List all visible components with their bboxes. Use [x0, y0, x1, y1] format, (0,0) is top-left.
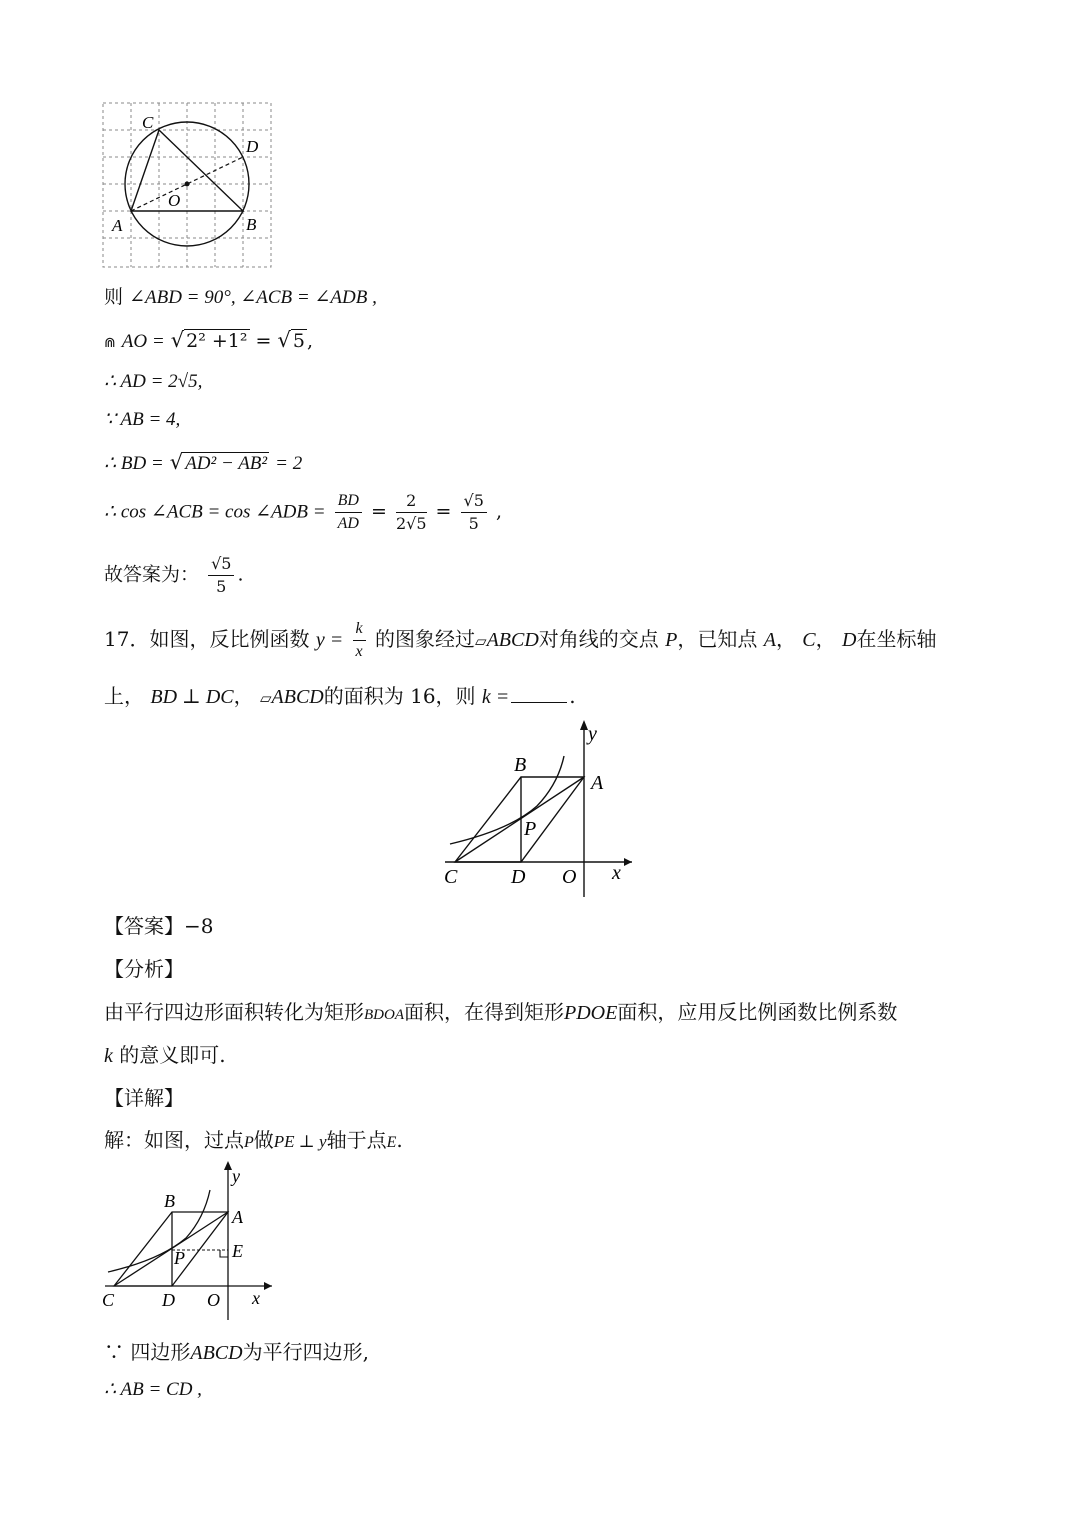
svg-text:D: D — [511, 866, 526, 888]
answer-line: 【答案】−8 — [104, 914, 214, 938]
svg-text:P: P — [524, 818, 537, 840]
circle-grid-figure — [100, 100, 275, 270]
svg-text:D: D — [162, 1290, 175, 1310]
label-c: C — [142, 113, 154, 132]
line-cos: ∴ cos ∠ACB = cos ∠ADB = $\frac{BD}{AD}$ = $\frac{2}{2√5}$ = $\frac{√5}{5}$ , — [104, 491, 502, 533]
q17-line2: 上， BD ⊥ DC， ▱ABCD的面积为 16，则 k = . — [104, 684, 576, 708]
svg-text:y: y — [588, 723, 597, 745]
svg-text:y: y — [232, 1166, 240, 1186]
svg-text:B: B — [164, 1191, 175, 1211]
analysis-text2: k 的意义即可. — [104, 1043, 226, 1067]
analysis-label: 【分析】 — [104, 957, 184, 981]
svg-text:C: C — [102, 1290, 115, 1310]
line-angle-relation: 则 ∠ABD = 90°, ∠ACB = ∠ADB , — [104, 286, 377, 308]
detail-label: 【详解】 — [104, 1086, 184, 1110]
line-ao: ⋒ AO = √ 2² +1² = √ 5 , — [104, 328, 314, 352]
answer-blank — [511, 702, 567, 703]
svg-text:A: A — [232, 1207, 243, 1227]
svg-text:C: C — [444, 866, 458, 888]
svg-text:x: x — [612, 862, 621, 884]
hyperbola-curve — [450, 756, 564, 844]
label-a: A — [112, 216, 123, 235]
label-d: D — [246, 137, 259, 156]
label-o: O — [168, 191, 181, 210]
svg-text:A: A — [591, 772, 604, 794]
tail-line2: ∴ AB = CD , — [104, 1379, 202, 1400]
detail-text: 解：如图，过点P做PE ⊥ y轴于点E. — [104, 1128, 403, 1152]
svg-text:E: E — [232, 1241, 243, 1261]
line-answer-prev: 故答案为： $\frac{√5}{5}$ . — [104, 554, 244, 596]
svg-text:x: x — [252, 1288, 260, 1308]
analysis-text1: 由平行四边形面积转化为矩形BDOA面积，在得到矩形PDOE面积，应用反比例函数比例系数 — [104, 1000, 898, 1024]
svg-text:B: B — [514, 754, 527, 776]
parallelogram-figure — [440, 718, 640, 900]
parallelogram-pe-figure — [100, 1160, 280, 1325]
label-b: B — [246, 215, 257, 234]
tail-line1: ∵ 四边形ABCD为平行四边形, — [104, 1340, 369, 1364]
q17-line1: 17．如图，反比例函数 y = $\frac{k}{x}$ 的图象经过▱ABCD对角线的交点 P，已知点 A， C， D在坐标轴 — [104, 620, 937, 660]
line-ab: ∵ AB = 4, — [104, 409, 181, 430]
svg-text:O: O — [562, 866, 577, 888]
svg-text:O: O — [207, 1290, 220, 1310]
svg-text:P: P — [174, 1248, 185, 1268]
line-bd: ∴ BD = √ AD² − AB² = 2 — [104, 450, 303, 474]
line-ad: ∴ AD = 2√5, — [104, 371, 203, 392]
